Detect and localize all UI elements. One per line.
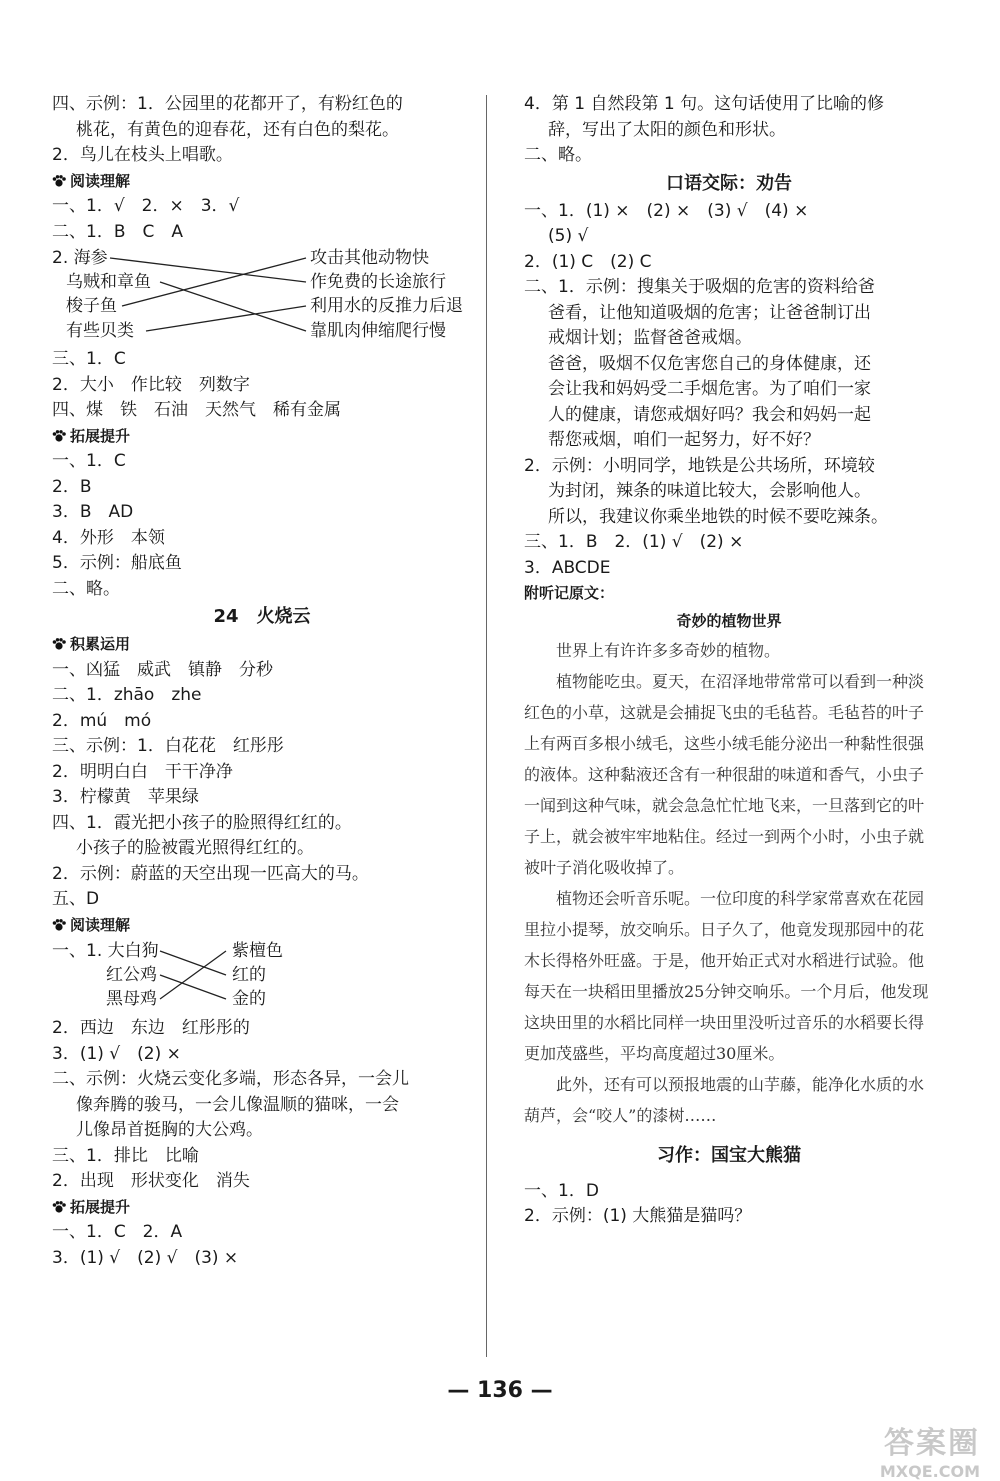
lesson-title: 口语交际：劝告 <box>666 172 792 194</box>
paw-icon <box>52 638 66 650</box>
matching-exercise <box>52 938 472 1016</box>
match-right-item: 金的 <box>232 989 266 1009</box>
answer-line: 4．外形 本领 <box>52 527 165 548</box>
page-number: — 136 — <box>447 1378 553 1403</box>
watermark-url: MXQE.COM <box>879 1462 980 1481</box>
match-left-item: 梭子鱼 <box>66 296 117 316</box>
answer-line: 像奔腾的骏马，一会儿像温顺的猫咪，一会 <box>76 1094 399 1115</box>
paw-icon <box>52 919 66 931</box>
match-right-item: 利用水的反推力后退 <box>310 296 463 316</box>
lesson-title: 习作：国宝大熊猫 <box>657 1144 801 1166</box>
answer-line: 2．鸟儿在枝头上唱歌。 <box>52 145 233 165</box>
answer-line: 一、1．√ 2．× 3．√ <box>52 196 240 216</box>
answer-line: 2．大小 作比较 列数字 <box>52 374 250 395</box>
paw-icon <box>52 430 66 442</box>
passage-paragraph: 植物能吃虫。夏天，在沼泽地带常常可以看到一种淡红色的小草，这就是会捕捉飞虫的毛毡苔。毛毡苔的叶子上有两百多根小绒毛，这些小绒毛能分泌出一种黏性很强的液体。这种黏液还含有一种很甜的味道和香气，小虫子一闻到这种气味，就会急急忙忙地飞来，一旦落到它的叶子上，就会被牢牢地粘住。经过一到两个小时，小虫子就被叶子消化吸收掉了。 <box>524 671 925 877</box>
paw-icon <box>52 1201 66 1213</box>
answer-line: 为封闭，辣条的味道比较大，会影响他人。 <box>548 481 871 501</box>
answer-line: 2．示例：(1) 大熊猫是猫吗？ <box>524 1206 752 1226</box>
right-column <box>524 92 934 1230</box>
answer-line: 3．(1) √ (2) × <box>52 1043 181 1064</box>
answer-line: 四、1．霞光把小孩子的脸照得红红的。 <box>52 812 352 833</box>
answer-line: 3．(1) √ (2) √ (3) × <box>52 1247 239 1268</box>
watermark <box>880 1418 980 1481</box>
match-right-item: 作免费的长途旅行 <box>310 272 446 292</box>
answer-line: 二、1．B C A <box>52 221 183 242</box>
answer-line: 2．示例：蔚蓝的天空出现一匹高大的马。 <box>52 863 369 884</box>
section-heading: 阅读理解 <box>52 913 472 939</box>
match-right-item: 紫檀色 <box>232 941 283 961</box>
answer-line: 桃花，有黄色的迎春花，还有白色的梨花。 <box>76 119 399 140</box>
answer-line: 会让我和妈妈受二手烟危害。为了咱们一家 <box>548 379 871 399</box>
answer-line: 一、1．C 2．A <box>52 1222 183 1242</box>
answer-line: 2．B <box>52 476 92 497</box>
match-left-item: 2. 海参 <box>52 248 108 268</box>
match-left-item: 有些贝类 <box>66 321 134 341</box>
answer-line: 人的健康，请您戒烟好吗？我会和妈妈一起 <box>548 404 871 425</box>
answer-line: 戒烟计划；监督爸爸戒烟。 <box>548 328 752 348</box>
answer-line: 一、1．D <box>524 1180 599 1201</box>
answer-line: 4．第 1 自然段第 1 句。这句话使用了比喻的修 <box>524 94 885 114</box>
answer-line: 3．ABCDE <box>524 557 611 578</box>
answer-line: 一、1．C <box>52 451 126 471</box>
section-heading: 拓展提升 <box>52 1195 472 1221</box>
match-left-item: 红公鸡 <box>106 965 157 985</box>
answer-line: 2．示例：小明同学，地铁是公共场所，环境较 <box>524 455 875 476</box>
answer-line: 三、1．C <box>52 349 126 369</box>
answer-line: 2．(1) C (2) C <box>524 251 652 272</box>
passage-paragraph: 世界上有许许多多奇妙的植物。 <box>556 640 781 660</box>
match-right-item: 攻击其他动物快 <box>310 248 429 268</box>
paw-icon <box>52 175 66 187</box>
answer-line: 四、煤 铁 石油 天然气 稀有金属 <box>52 400 341 420</box>
passage-paragraph: 此外，还有可以预报地震的山芋藤，能净化水质的水葫芦，会“咬人”的漆树…… <box>524 1074 925 1125</box>
answer-line: 一、1．(1) × (2) × (3) √ (4) × <box>524 200 809 221</box>
answer-line: 爸爸，吸烟不仅危害您自己的身体健康，还 <box>548 353 871 374</box>
appendix-label: 附听记原文： <box>524 584 615 602</box>
answer-line: 3．B AD <box>52 502 134 522</box>
answer-line: 五、D <box>52 889 100 909</box>
answer-line: 辞，写出了太阳的颜色和形状。 <box>548 119 786 140</box>
answer-line: 2．mú mó <box>52 710 152 731</box>
match-right-item: 红的 <box>232 965 266 985</box>
answer-line: 2．出现 形状变化 消失 <box>52 1171 250 1191</box>
answer-line: 二、1．示例：搜集关于吸烟的危害的资料给爸 <box>524 277 875 297</box>
answer-line: 四、示例：1．公园里的花都开了，有粉红色的 <box>52 94 403 114</box>
answer-line: 2．西边 东边 红彤彤的 <box>52 1018 250 1038</box>
answer-line: 儿像昂首挺胸的大公鸡。 <box>76 1120 263 1140</box>
answer-line: 二、略。 <box>524 145 592 165</box>
column-divider <box>486 95 487 1357</box>
passage-title: 奇妙的植物世界 <box>676 611 782 630</box>
answer-line: 爸看，让他知道吸烟的危害；让爸爸制订出 <box>548 302 871 323</box>
answer-line: 二、示例：火烧云变化多端，形态各异，一会儿 <box>52 1069 409 1089</box>
section-heading: 拓展提升 <box>52 424 472 450</box>
answer-line: 二、略。 <box>52 578 120 599</box>
answer-line: 所以，我建议你乘坐地铁的时候不要吃辣条。 <box>548 506 888 527</box>
matching-exercise <box>52 245 472 347</box>
answer-line: (5) √ <box>548 226 589 246</box>
answer-line: 三、示例：1．白花花 红彤彤 <box>52 736 284 756</box>
lesson-title: 24 火烧云 <box>213 606 311 627</box>
match-right-item: 靠肌肉伸缩爬行慢 <box>310 321 446 341</box>
left-column <box>52 92 472 1271</box>
answer-line: 3．柠檬黄 苹果绿 <box>52 787 199 807</box>
answer-line: 2．明明白白 干干净净 <box>52 761 233 782</box>
answer-line: 帮您戒烟，咱们一起努力，好不好？ <box>548 430 820 450</box>
section-heading: 阅读理解 <box>52 169 472 195</box>
match-left-item: 一、1. 大白狗 <box>52 941 159 961</box>
answer-line: 一、凶猛 威武 镇静 分秒 <box>52 659 273 680</box>
watermark-text: 答案圈 <box>884 1426 980 1461</box>
match-left-item: 黑母鸡 <box>106 989 157 1009</box>
answer-line: 5．示例：船底鱼 <box>52 553 182 573</box>
match-left-item: 乌贼和章鱼 <box>66 272 151 292</box>
answer-line: 三、1．B 2．(1) √ (2) × <box>524 532 744 552</box>
answer-line: 三、1．排比 比喻 <box>52 1145 199 1166</box>
section-heading: 积累运用 <box>52 632 472 658</box>
answer-line: 二、1．zhāo zhe <box>52 685 202 705</box>
answer-line: 小孩子的脸被霞光照得红红的。 <box>76 838 314 858</box>
passage-paragraph: 植物还会听音乐呢。一位印度的科学家常喜欢在花园里拉小提琴，放交响乐。日子久了，他竟发现那园中的花木长得格外旺盛。于是，他开始正式对水稻进行试验。他每天在一块稻田里播放25分钟交响乐。一个月后，他发现这块田里的水稻比同样一块田里没听过音乐的水稻要长得更加茂盛些，平均高度超过30厘米。 <box>524 888 929 1063</box>
